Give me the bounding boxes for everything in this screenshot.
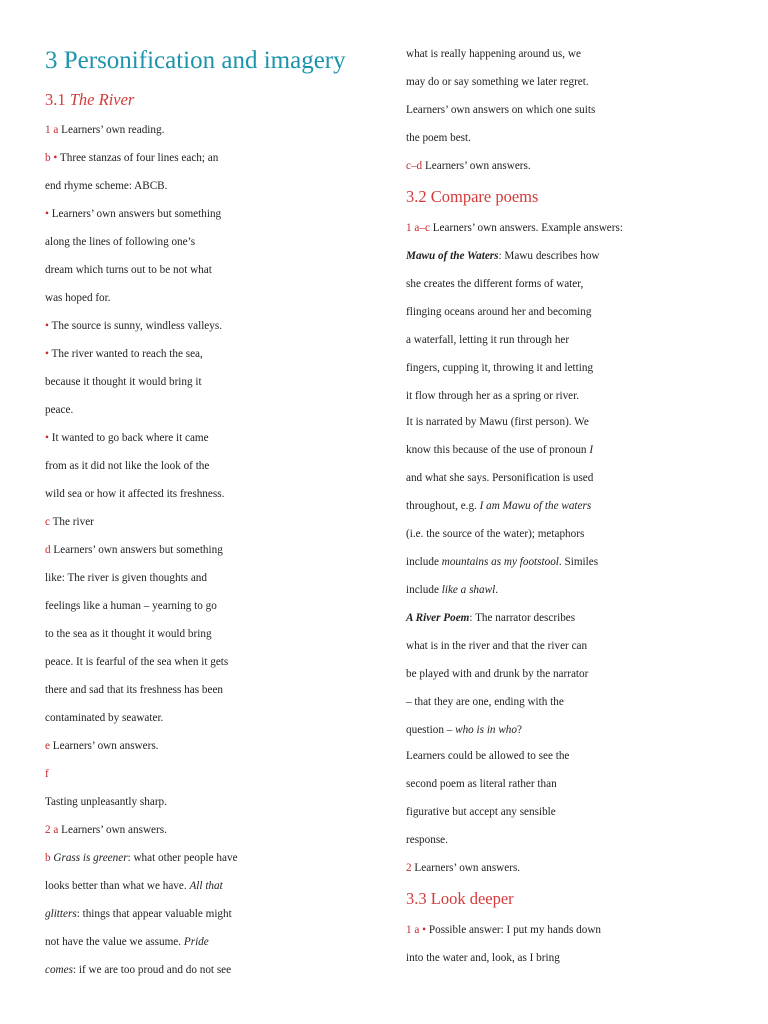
text-line bbox=[406, 860, 520, 876]
line-text: : what other people have bbox=[127, 852, 238, 864]
text-line bbox=[45, 766, 49, 782]
line-text: throughout, e.g. bbox=[406, 500, 480, 512]
item-label: 1 a bbox=[45, 124, 59, 136]
text-line bbox=[406, 950, 560, 966]
line-text: Learners’ own answers. bbox=[424, 160, 531, 172]
line-text: peace. It is fearful of the sea when it gets bbox=[45, 656, 229, 668]
section-number: 3.3 bbox=[406, 889, 427, 908]
text-line bbox=[406, 526, 584, 542]
item-label: 1 a • bbox=[406, 924, 427, 936]
line-text: a waterfall, letting it run through her bbox=[406, 334, 570, 346]
line-text: feelings like a human – yearning to go bbox=[45, 600, 217, 612]
line-text: Learners’ own answers but something bbox=[51, 208, 222, 220]
poem-title: Mawu of the Waters bbox=[406, 250, 499, 262]
text-line bbox=[406, 388, 579, 404]
line-text-italic: who is in who bbox=[455, 724, 517, 736]
text-line bbox=[45, 122, 164, 138]
line-text: (i.e. the source of the water); metaphors bbox=[406, 528, 585, 540]
line-text: looks better than what we have. bbox=[45, 880, 190, 892]
line-text: it flow through her as a spring or river. bbox=[406, 390, 580, 402]
text-line bbox=[45, 962, 231, 978]
text-line bbox=[406, 610, 575, 626]
text-line bbox=[45, 654, 228, 670]
chapter-title: 3 Personification and imagery bbox=[45, 47, 346, 74]
text-line bbox=[406, 74, 589, 90]
text-line bbox=[45, 234, 195, 250]
item-label: f bbox=[45, 768, 49, 780]
text-line bbox=[45, 430, 209, 446]
bullet-icon: • bbox=[45, 208, 49, 220]
text-line bbox=[45, 710, 163, 726]
line-text: dream which turns out to be not what bbox=[45, 264, 212, 276]
text-line bbox=[406, 666, 588, 682]
section-heading-3-2 bbox=[406, 186, 538, 208]
text-line bbox=[45, 542, 223, 558]
line-text-italic: mountains as my footstool bbox=[441, 556, 559, 568]
text-line bbox=[406, 638, 587, 654]
line-text: Learners’ own reading. bbox=[61, 124, 165, 136]
text-line bbox=[406, 414, 589, 430]
bullet-icon: • bbox=[45, 320, 49, 332]
line-text: ? bbox=[516, 724, 522, 736]
poem-title: A River Poem bbox=[406, 612, 470, 624]
line-text: Tasting unpleasantly sharp. bbox=[45, 796, 167, 808]
line-text: . Similes bbox=[558, 556, 599, 568]
item-label: 2 a bbox=[45, 824, 59, 836]
line-text: into the water and, look, as I bring bbox=[406, 952, 560, 964]
item-label: e bbox=[45, 740, 50, 752]
line-text: : if we are too proud and do not see bbox=[72, 964, 232, 976]
text-line bbox=[406, 922, 601, 938]
text-line bbox=[406, 304, 591, 320]
section-title: Look deeper bbox=[430, 889, 514, 908]
text-line bbox=[406, 332, 569, 348]
line-text: the poem best. bbox=[406, 132, 471, 144]
line-text: fingers, cupping it, throwing it and letting bbox=[406, 362, 594, 374]
text-line bbox=[406, 220, 623, 236]
item-label: b bbox=[45, 852, 51, 864]
line-text: what is really happening around us, we bbox=[406, 48, 581, 60]
line-text: peace. bbox=[45, 404, 74, 416]
text-line bbox=[45, 626, 212, 642]
text-line bbox=[45, 682, 223, 698]
line-text: Learners’ own answers. bbox=[52, 740, 159, 752]
line-text: end rhyme scheme: ABCB. bbox=[45, 180, 168, 192]
text-line bbox=[406, 276, 583, 292]
line-text: The river bbox=[52, 516, 94, 528]
text-line bbox=[45, 374, 202, 390]
line-text: contaminated by seawater. bbox=[45, 712, 164, 724]
text-line bbox=[406, 582, 498, 598]
text-line bbox=[45, 850, 238, 866]
text-line bbox=[45, 458, 209, 474]
text-line bbox=[45, 794, 167, 810]
line-text: Learners’ own answers. Example answers: bbox=[432, 222, 623, 234]
line-text: what is in the river and that the river can bbox=[406, 640, 588, 652]
text-line bbox=[45, 878, 223, 894]
line-text: second poem as literal rather than bbox=[406, 778, 557, 790]
line-text: there and sad that its freshness has been bbox=[45, 684, 224, 696]
line-text: to the sea as it thought it would bring bbox=[45, 628, 212, 640]
section-heading-3-1 bbox=[45, 89, 134, 111]
text-line bbox=[45, 486, 224, 502]
text-line bbox=[45, 402, 73, 418]
line-text: The source is sunny, windless valleys. bbox=[51, 320, 223, 332]
line-text: because it thought it would bring it bbox=[45, 376, 202, 388]
line-text: include bbox=[406, 556, 442, 568]
text-line bbox=[45, 738, 158, 754]
line-text: not have the value we assume. bbox=[45, 936, 184, 948]
text-line bbox=[45, 514, 94, 530]
text-line bbox=[406, 694, 564, 710]
text-line bbox=[406, 158, 531, 174]
line-text: and what she says. Personification is used bbox=[406, 472, 594, 484]
text-line bbox=[406, 442, 593, 458]
text-line bbox=[45, 206, 221, 222]
text-line bbox=[45, 906, 232, 922]
line-text: Learners’ own answers but something bbox=[53, 544, 223, 556]
line-text: know this because of the use of pronoun bbox=[406, 444, 590, 456]
line-text: It is narrated by Mawu (first person). We bbox=[406, 416, 589, 428]
line-text-italic: like a shawl bbox=[441, 584, 496, 596]
text-line bbox=[406, 498, 591, 514]
line-text: : things that appear valuable might bbox=[76, 908, 232, 920]
line-text: include bbox=[406, 584, 442, 596]
line-text-italic: Pride bbox=[183, 936, 209, 948]
text-line bbox=[45, 598, 217, 614]
text-line bbox=[406, 102, 595, 118]
item-label: d bbox=[45, 544, 51, 556]
line-text: Learners could be allowed to see the bbox=[406, 750, 570, 762]
text-line bbox=[406, 776, 557, 792]
text-line bbox=[406, 46, 581, 62]
line-text: : Mawu describes how bbox=[498, 250, 600, 262]
line-text: Possible answer: I put my hands down bbox=[428, 924, 602, 936]
line-text: figurative but accept any sensible bbox=[406, 806, 556, 818]
line-text: she creates the different forms of water, bbox=[406, 278, 584, 290]
line-text: question – bbox=[406, 724, 456, 736]
line-text: Learners’ own answers on which one suits bbox=[406, 104, 596, 116]
item-label: c bbox=[45, 516, 50, 528]
line-text: along the lines of following one’s bbox=[45, 236, 196, 248]
line-text-italic: All that bbox=[189, 880, 223, 892]
item-label: 2 bbox=[406, 862, 412, 874]
line-text-italic: I bbox=[589, 444, 594, 456]
section-title: Compare poems bbox=[430, 187, 539, 206]
line-text: be played with and drunk by the narrator bbox=[406, 668, 589, 680]
text-line bbox=[406, 722, 522, 738]
line-text: response. bbox=[406, 834, 448, 846]
line-text: It wanted to go back where it came bbox=[51, 432, 209, 444]
text-line bbox=[45, 178, 167, 194]
line-text-italic: Grass is greener bbox=[53, 852, 128, 864]
line-text: Learners’ own answers. bbox=[61, 824, 167, 836]
text-line bbox=[406, 470, 593, 486]
section-number: 3.1 bbox=[45, 90, 66, 109]
bullet-icon: • bbox=[45, 348, 49, 360]
line-text: may do or say something we later regret. bbox=[406, 76, 589, 88]
text-line bbox=[45, 150, 218, 166]
text-line bbox=[406, 804, 556, 820]
line-text: wild sea or how it affected its freshness. bbox=[45, 488, 225, 500]
item-label: c–d bbox=[406, 160, 423, 172]
section-number: 3.2 bbox=[406, 187, 427, 206]
text-line bbox=[45, 570, 207, 586]
bullet-icon: • bbox=[45, 432, 49, 444]
line-text: The river wanted to reach the sea, bbox=[51, 348, 203, 360]
text-line bbox=[45, 318, 222, 334]
line-text: flinging oceans around her and becoming bbox=[406, 306, 592, 318]
line-text-italic: glitters bbox=[45, 908, 77, 920]
text-line bbox=[406, 748, 569, 764]
section-heading-3-3 bbox=[406, 888, 514, 910]
text-line bbox=[45, 290, 111, 306]
text-line bbox=[406, 554, 598, 570]
line-text: Three stanzas of four lines each; an bbox=[59, 152, 219, 164]
line-text: Learners’ own answers. bbox=[414, 862, 521, 874]
text-line bbox=[406, 360, 593, 376]
line-text-italic: I am Mawu of the waters bbox=[479, 500, 592, 512]
line-text: – that they are one, ending with the bbox=[406, 696, 564, 708]
line-text: like: The river is given thoughts and bbox=[45, 572, 207, 584]
text-line bbox=[406, 832, 448, 848]
line-text: : The narrator describes bbox=[469, 612, 576, 624]
text-line bbox=[45, 262, 212, 278]
text-line bbox=[45, 346, 203, 362]
line-text-italic: comes bbox=[45, 964, 73, 976]
item-label: b • bbox=[45, 152, 58, 164]
line-text: was hoped for. bbox=[45, 292, 111, 304]
section-title: The River bbox=[69, 90, 135, 109]
text-line bbox=[406, 248, 600, 264]
item-label: 1 a–c bbox=[406, 222, 430, 234]
line-text: from as it did not like the look of the bbox=[45, 460, 210, 472]
text-line bbox=[45, 934, 209, 950]
text-line bbox=[406, 130, 471, 146]
text-line bbox=[45, 822, 167, 838]
line-text: . bbox=[495, 584, 498, 596]
